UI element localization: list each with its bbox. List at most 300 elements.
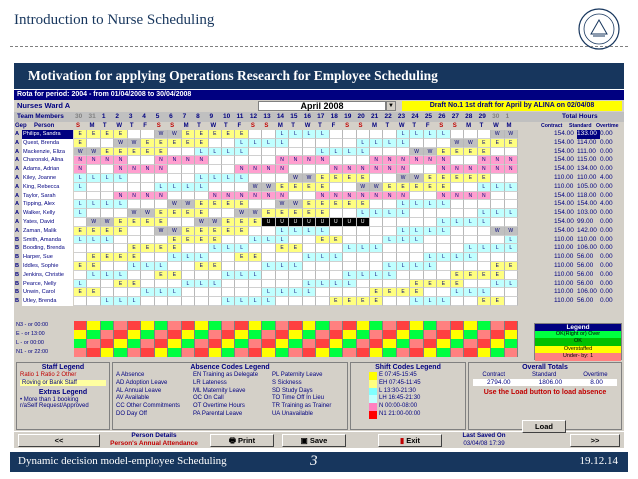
shift-cell[interactable] — [424, 288, 437, 297]
shift-cell[interactable]: N — [235, 165, 248, 174]
shift-cell[interactable]: E — [289, 183, 302, 192]
shift-cell[interactable] — [383, 227, 396, 236]
shift-cell[interactable] — [155, 236, 168, 245]
shift-cell[interactable]: E — [397, 288, 410, 297]
shift-cell[interactable]: L — [74, 280, 87, 289]
shift-cell[interactable]: W — [262, 183, 275, 192]
shift-cell[interactable] — [424, 192, 437, 201]
nurse-name[interactable]: Mackenzie, Eliza — [22, 148, 73, 157]
shift-cell[interactable]: L — [505, 209, 518, 218]
shift-cell[interactable]: N — [235, 192, 248, 201]
shift-cell[interactable]: E — [209, 262, 222, 271]
shift-cell[interactable] — [114, 288, 127, 297]
shift-cell[interactable] — [141, 174, 154, 183]
shift-cell[interactable]: L — [410, 200, 423, 209]
shift-cell[interactable] — [222, 139, 235, 148]
shift-cell[interactable]: N — [451, 192, 464, 201]
shift-cell[interactable]: L — [195, 183, 208, 192]
shift-cell[interactable]: L — [182, 280, 195, 289]
shift-cell[interactable] — [424, 244, 437, 253]
shift-cell[interactable]: E — [330, 200, 343, 209]
shift-cell[interactable]: L — [222, 174, 235, 183]
shift-cell[interactable] — [235, 156, 248, 165]
shift-cell[interactable]: L — [437, 218, 450, 227]
shift-cell[interactable]: L — [316, 130, 329, 139]
shift-cell[interactable]: E — [343, 297, 356, 306]
shift-cell[interactable] — [370, 218, 383, 227]
shift-cell[interactable]: E — [128, 244, 141, 253]
next-button[interactable]: >> — [570, 434, 620, 447]
shift-cell[interactable]: E — [114, 227, 127, 236]
shift-cell[interactable]: L — [410, 227, 423, 236]
shift-cell[interactable]: L — [437, 200, 450, 209]
shift-cell[interactable] — [505, 148, 518, 157]
shift-cell[interactable] — [276, 280, 289, 289]
shift-cell[interactable]: L — [87, 174, 100, 183]
shift-cell[interactable]: E — [128, 253, 141, 262]
shift-cell[interactable]: L — [370, 209, 383, 218]
shift-cell[interactable]: L — [262, 139, 275, 148]
shift-cell[interactable]: W — [235, 209, 248, 218]
shift-cell[interactable] — [128, 156, 141, 165]
shift-cell[interactable]: L — [276, 139, 289, 148]
shift-cell[interactable]: L — [464, 253, 477, 262]
shift-cell[interactable]: L — [101, 236, 114, 245]
shift-cell[interactable]: L — [478, 183, 491, 192]
shift-cell[interactable]: L — [370, 139, 383, 148]
shift-cell[interactable] — [464, 262, 477, 271]
shift-cell[interactable] — [128, 200, 141, 209]
shift-cell[interactable]: U — [276, 218, 289, 227]
shift-cell[interactable] — [397, 244, 410, 253]
shift-cell[interactable] — [357, 280, 370, 289]
shift-cell[interactable]: L — [424, 297, 437, 306]
shift-cell[interactable] — [222, 165, 235, 174]
shift-cell[interactable]: W — [505, 130, 518, 139]
shift-cell[interactable]: N — [141, 192, 154, 201]
shift-cell[interactable] — [141, 271, 154, 280]
shift-cell[interactable]: E — [74, 262, 87, 271]
nurse-name[interactable]: Adams, Adrian — [22, 165, 73, 174]
nurse-row[interactable] — [14, 156, 624, 165]
shift-cell[interactable]: E — [491, 262, 504, 271]
shift-cells[interactable] — [74, 148, 518, 157]
shift-cell[interactable]: W — [155, 130, 168, 139]
shift-cell[interactable]: L — [235, 139, 248, 148]
shift-cell[interactable] — [262, 244, 275, 253]
shift-cell[interactable] — [303, 271, 316, 280]
shift-cell[interactable] — [182, 244, 195, 253]
shift-cell[interactable]: W — [87, 218, 100, 227]
shift-cell[interactable] — [128, 130, 141, 139]
shift-cell[interactable] — [209, 288, 222, 297]
shift-cell[interactable] — [87, 192, 100, 201]
shift-cell[interactable]: W — [114, 139, 127, 148]
nurse-row[interactable] — [14, 227, 624, 236]
shift-cell[interactable] — [249, 280, 262, 289]
shift-cell[interactable] — [289, 271, 302, 280]
shift-cell[interactable]: U — [262, 218, 275, 227]
shift-cell[interactable] — [168, 148, 181, 157]
shift-cell[interactable] — [182, 297, 195, 306]
shift-cells[interactable] — [74, 271, 518, 280]
shift-cell[interactable] — [128, 183, 141, 192]
shift-cell[interactable]: L — [209, 280, 222, 289]
shift-cell[interactable] — [74, 297, 87, 306]
shift-cell[interactable] — [451, 227, 464, 236]
shift-cell[interactable] — [451, 200, 464, 209]
shift-cell[interactable]: L — [397, 139, 410, 148]
nurse-name[interactable]: Charonski, Alina — [22, 156, 73, 165]
shift-cell[interactable]: L — [155, 262, 168, 271]
shift-cell[interactable]: N — [397, 165, 410, 174]
shift-cell[interactable] — [289, 165, 302, 174]
shift-cells[interactable] — [74, 183, 518, 192]
chevron-down-icon[interactable]: ▼ — [386, 101, 396, 111]
shift-cell[interactable] — [141, 130, 154, 139]
shift-cell[interactable]: N — [316, 192, 329, 201]
shift-cell[interactable]: L — [330, 253, 343, 262]
shift-cell[interactable] — [383, 297, 396, 306]
shift-cell[interactable]: L — [74, 183, 87, 192]
shift-cell[interactable] — [195, 244, 208, 253]
shift-cell[interactable]: E — [74, 227, 87, 236]
shift-cell[interactable] — [316, 288, 329, 297]
shift-cell[interactable]: L — [303, 288, 316, 297]
shift-cell[interactable]: U — [357, 218, 370, 227]
shift-cell[interactable]: W — [410, 174, 423, 183]
shift-cell[interactable] — [383, 253, 396, 262]
shift-cell[interactable] — [101, 288, 114, 297]
shift-cell[interactable] — [424, 165, 437, 174]
shift-cell[interactable] — [209, 139, 222, 148]
shift-cell[interactable]: L — [289, 227, 302, 236]
shift-cell[interactable] — [74, 271, 87, 280]
shift-cell[interactable] — [155, 297, 168, 306]
shift-cell[interactable]: L — [397, 130, 410, 139]
shift-cell[interactable]: N — [87, 156, 100, 165]
shift-cell[interactable]: W — [397, 174, 410, 183]
shift-cell[interactable]: L — [262, 297, 275, 306]
shift-cell[interactable]: N — [209, 192, 222, 201]
shift-cell[interactable] — [451, 236, 464, 245]
shift-cell[interactable] — [141, 236, 154, 245]
shift-cell[interactable]: E — [128, 280, 141, 289]
shift-cell[interactable]: E — [276, 183, 289, 192]
shift-cell[interactable]: W — [74, 148, 87, 157]
shift-cell[interactable]: E — [235, 218, 248, 227]
shift-cell[interactable] — [303, 192, 316, 201]
shift-cell[interactable] — [101, 139, 114, 148]
shift-cell[interactable]: E — [155, 148, 168, 157]
shift-cell[interactable]: U — [303, 218, 316, 227]
shift-cell[interactable]: L — [478, 218, 491, 227]
shift-cell[interactable] — [451, 244, 464, 253]
shift-cell[interactable]: E — [209, 130, 222, 139]
shift-cell[interactable]: E — [464, 148, 477, 157]
shift-cell[interactable]: E — [330, 236, 343, 245]
shift-cell[interactable] — [357, 227, 370, 236]
shift-cell[interactable]: L — [357, 148, 370, 157]
shift-cell[interactable]: W — [128, 209, 141, 218]
shift-cell[interactable]: L — [182, 183, 195, 192]
nurse-name[interactable]: Quest, Brenda — [22, 139, 73, 148]
shift-cell[interactable]: L — [101, 297, 114, 306]
shift-cell[interactable]: E — [478, 271, 491, 280]
shift-cell[interactable] — [424, 209, 437, 218]
shift-cell[interactable]: E — [424, 174, 437, 183]
shift-cell[interactable] — [451, 209, 464, 218]
nurse-row[interactable] — [14, 165, 624, 174]
shift-cells[interactable] — [74, 280, 518, 289]
shift-cell[interactable]: E — [168, 139, 181, 148]
shift-cell[interactable]: N — [437, 156, 450, 165]
shift-cell[interactable]: L — [114, 174, 127, 183]
shift-cell[interactable] — [478, 280, 491, 289]
nurse-name[interactable]: Utley, Brenda — [22, 297, 73, 306]
shift-cell[interactable] — [303, 165, 316, 174]
shift-cell[interactable] — [451, 156, 464, 165]
shift-cell[interactable]: L — [316, 227, 329, 236]
shift-cell[interactable] — [410, 244, 423, 253]
shift-cell[interactable]: E — [451, 174, 464, 183]
shift-cell[interactable]: E — [128, 148, 141, 157]
shift-cell[interactable]: N — [330, 192, 343, 201]
shift-cell[interactable]: N — [357, 192, 370, 201]
shift-cells[interactable] — [74, 130, 518, 139]
shift-cell[interactable]: L — [410, 130, 423, 139]
shift-cell[interactable] — [491, 192, 504, 201]
shift-cell[interactable]: L — [330, 280, 343, 289]
shift-cell[interactable] — [343, 156, 356, 165]
shift-cell[interactable] — [114, 183, 127, 192]
shift-cell[interactable]: E — [491, 271, 504, 280]
shift-cell[interactable]: E — [209, 227, 222, 236]
shift-cell[interactable]: E — [397, 183, 410, 192]
shift-cell[interactable]: N — [141, 165, 154, 174]
shift-cell[interactable]: E — [357, 200, 370, 209]
shift-cell[interactable] — [235, 183, 248, 192]
shift-cell[interactable] — [128, 227, 141, 236]
nurse-row[interactable] — [14, 200, 624, 209]
nurse-row[interactable] — [14, 253, 624, 262]
shift-cell[interactable] — [168, 165, 181, 174]
shift-cell[interactable] — [357, 288, 370, 297]
shift-cell[interactable]: E — [249, 253, 262, 262]
shift-cell[interactable]: N — [424, 156, 437, 165]
shift-cell[interactable] — [222, 236, 235, 245]
shift-cell[interactable] — [155, 280, 168, 289]
shift-cell[interactable] — [262, 227, 275, 236]
shift-cell[interactable]: L — [424, 200, 437, 209]
shift-cell[interactable]: E — [383, 183, 396, 192]
shift-cells[interactable] — [74, 244, 518, 253]
shift-cell[interactable]: E — [141, 148, 154, 157]
shift-cell[interactable]: W — [141, 209, 154, 218]
shift-cell[interactable] — [87, 280, 100, 289]
shift-cell[interactable]: L — [357, 209, 370, 218]
shift-cell[interactable]: L — [437, 297, 450, 306]
shift-cell[interactable]: L — [87, 236, 100, 245]
shift-cell[interactable]: E — [424, 183, 437, 192]
shift-cell[interactable]: E — [437, 148, 450, 157]
shift-cell[interactable]: E — [155, 209, 168, 218]
shift-cell[interactable]: E — [101, 130, 114, 139]
shift-cell[interactable]: E — [478, 148, 491, 157]
person-details-label[interactable]: Person Details — [131, 432, 177, 439]
shift-cell[interactable]: L — [114, 200, 127, 209]
shift-cell[interactable] — [383, 130, 396, 139]
shift-cell[interactable]: E — [168, 271, 181, 280]
nurse-name[interactable]: Kiley, Joanne — [22, 174, 73, 183]
shift-cell[interactable]: E — [235, 200, 248, 209]
shift-cell[interactable] — [249, 130, 262, 139]
shift-cell[interactable] — [505, 192, 518, 201]
shift-cell[interactable] — [383, 280, 396, 289]
shift-cell[interactable]: L — [437, 130, 450, 139]
shift-cell[interactable] — [383, 244, 396, 253]
shift-cell[interactable] — [249, 148, 262, 157]
shift-cell[interactable] — [114, 236, 127, 245]
shift-cell[interactable] — [478, 200, 491, 209]
exit-button[interactable]: ▮ Exit — [378, 434, 442, 447]
nurse-row[interactable] — [14, 192, 624, 201]
shift-cell[interactable] — [114, 262, 127, 271]
shift-cell[interactable]: N — [155, 156, 168, 165]
shift-cell[interactable]: L — [491, 280, 504, 289]
shift-cell[interactable] — [289, 236, 302, 245]
shift-cell[interactable]: W — [168, 130, 181, 139]
shift-cell[interactable]: L — [74, 200, 87, 209]
shift-cell[interactable]: L — [276, 288, 289, 297]
load-button[interactable]: Load — [522, 420, 566, 433]
shift-cell[interactable]: N — [357, 165, 370, 174]
shift-cell[interactable] — [451, 297, 464, 306]
shift-cell[interactable]: L — [383, 209, 396, 218]
shift-cell[interactable]: L — [397, 209, 410, 218]
shift-cell[interactable]: N — [249, 165, 262, 174]
shift-cell[interactable] — [128, 271, 141, 280]
shift-cell[interactable]: E — [316, 209, 329, 218]
shift-cell[interactable]: N — [383, 192, 396, 201]
shift-cell[interactable] — [437, 236, 450, 245]
shift-cell[interactable] — [195, 192, 208, 201]
shift-cell[interactable]: E — [478, 297, 491, 306]
shift-cell[interactable]: N — [505, 156, 518, 165]
shift-cell[interactable]: E — [195, 236, 208, 245]
shift-cells[interactable] — [74, 139, 518, 148]
shift-cell[interactable]: L — [101, 200, 114, 209]
shift-cell[interactable]: N — [276, 165, 289, 174]
shift-cell[interactable]: W — [128, 139, 141, 148]
shift-cell[interactable] — [330, 271, 343, 280]
shift-cell[interactable] — [101, 244, 114, 253]
shift-cell[interactable]: E — [155, 244, 168, 253]
shift-cell[interactable] — [195, 288, 208, 297]
shift-cell[interactable]: W — [168, 227, 181, 236]
shift-cell[interactable]: L — [195, 148, 208, 157]
shift-cell[interactable]: N — [262, 192, 275, 201]
annual-attendance-link[interactable]: Person's Annual Attendance — [110, 440, 198, 447]
shift-cell[interactable]: E — [195, 139, 208, 148]
shift-cell[interactable] — [195, 165, 208, 174]
shift-cell[interactable] — [141, 253, 154, 262]
shift-cell[interactable]: L — [397, 227, 410, 236]
shift-cell[interactable]: L — [249, 271, 262, 280]
shift-cell[interactable]: L — [141, 288, 154, 297]
shift-cell[interactable] — [464, 227, 477, 236]
shift-cell[interactable]: L — [235, 174, 248, 183]
shift-cells[interactable] — [74, 218, 518, 227]
nurse-name[interactable]: Yates, David — [22, 218, 73, 227]
shift-cell[interactable]: E — [209, 200, 222, 209]
shift-cell[interactable] — [343, 209, 356, 218]
shift-cell[interactable]: L — [235, 271, 248, 280]
shift-cell[interactable]: E — [276, 244, 289, 253]
shift-cell[interactable]: L — [101, 271, 114, 280]
shift-cell[interactable]: L — [491, 244, 504, 253]
shift-cell[interactable]: N — [343, 192, 356, 201]
shift-cell[interactable]: N — [478, 156, 491, 165]
shift-cell[interactable]: E — [74, 288, 87, 297]
shift-cell[interactable]: E — [182, 236, 195, 245]
shift-cell[interactable] — [343, 236, 356, 245]
shift-cell[interactable]: L — [209, 174, 222, 183]
shift-cell[interactable]: N — [491, 156, 504, 165]
shift-cell[interactable]: E — [195, 209, 208, 218]
shift-cell[interactable]: L — [316, 253, 329, 262]
shift-cell[interactable]: L — [478, 244, 491, 253]
shift-cell[interactable]: W — [303, 174, 316, 183]
shift-cell[interactable] — [491, 200, 504, 209]
shift-cell[interactable] — [141, 297, 154, 306]
nurse-row[interactable] — [14, 130, 624, 139]
shift-cell[interactable]: E — [303, 209, 316, 218]
shift-cell[interactable]: N — [101, 156, 114, 165]
shift-cell[interactable]: N — [155, 192, 168, 201]
shift-cell[interactable]: E — [276, 209, 289, 218]
shift-cell[interactable]: L — [235, 148, 248, 157]
shift-cell[interactable] — [74, 244, 87, 253]
shift-cell[interactable] — [289, 280, 302, 289]
shift-cell[interactable] — [222, 288, 235, 297]
shift-cell[interactable]: W — [410, 148, 423, 157]
shift-cell[interactable]: E — [74, 130, 87, 139]
shift-cell[interactable]: L — [114, 271, 127, 280]
shift-cell[interactable]: L — [303, 253, 316, 262]
shift-cell[interactable] — [451, 183, 464, 192]
shift-cell[interactable]: E — [114, 148, 127, 157]
shift-cell[interactable]: E — [505, 262, 518, 271]
shift-cell[interactable] — [316, 165, 329, 174]
shift-cell[interactable]: W — [155, 227, 168, 236]
shift-cell[interactable]: L — [195, 174, 208, 183]
shift-cell[interactable] — [343, 262, 356, 271]
nurse-row[interactable] — [14, 174, 624, 183]
shift-cell[interactable] — [410, 253, 423, 262]
nurse-row[interactable] — [14, 262, 624, 271]
shift-cell[interactable]: L — [87, 271, 100, 280]
shift-cell[interactable]: E — [195, 262, 208, 271]
shift-cell[interactable]: L — [249, 236, 262, 245]
shift-cell[interactable] — [410, 139, 423, 148]
shift-cell[interactable] — [397, 253, 410, 262]
shift-cell[interactable]: L — [128, 262, 141, 271]
shift-cell[interactable]: L — [222, 271, 235, 280]
shift-cell[interactable]: E — [410, 288, 423, 297]
shift-cell[interactable]: E — [370, 288, 383, 297]
shift-cell[interactable]: L — [397, 236, 410, 245]
